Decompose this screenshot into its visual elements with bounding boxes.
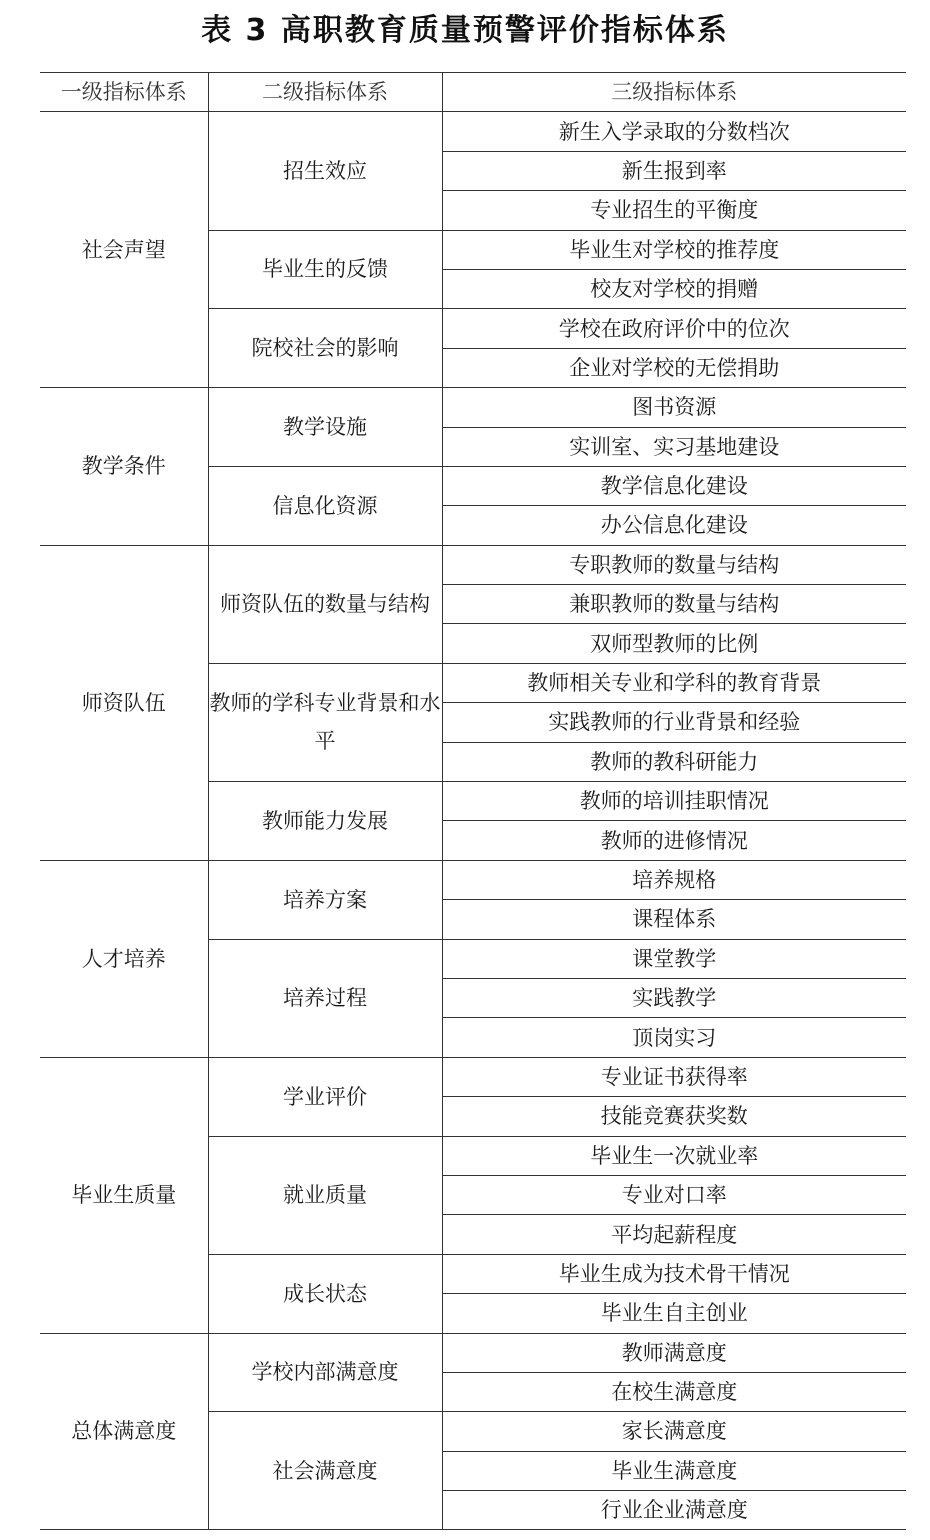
level-2-indicator: 信息化资源 <box>208 466 442 545</box>
table-row <box>40 545 906 584</box>
level-3-indicator: 专业招生的平衡度 <box>442 191 906 230</box>
header-level-1: 一级指标体系 <box>40 73 208 112</box>
table-row <box>40 860 906 899</box>
level-3-indicator: 培养规格 <box>442 860 906 899</box>
level-2-indicator: 学校内部满意度 <box>208 1333 442 1412</box>
level-3-indicator: 企业对学校的无偿捐助 <box>442 348 906 387</box>
level-1-indicator: 社会声望 <box>40 112 208 388</box>
level-3-indicator: 专职教师的数量与结构 <box>442 545 906 584</box>
level-2-indicator: 教师的学科专业背景和水平 <box>208 663 442 781</box>
level-3-indicator: 新生入学录取的分数档次 <box>442 112 906 151</box>
level-3-indicator: 双师型教师的比例 <box>442 624 906 663</box>
level-1-indicator: 人才培养 <box>40 860 208 1057</box>
header-level-2: 二级指标体系 <box>208 73 442 112</box>
table-body <box>40 112 906 1530</box>
level-2-indicator: 教学设施 <box>208 388 442 467</box>
level-3-indicator: 家长满意度 <box>442 1412 906 1451</box>
level-2-indicator: 培养过程 <box>208 939 442 1057</box>
level-3-indicator: 兼职教师的数量与结构 <box>442 585 906 624</box>
level-3-indicator: 毕业生满意度 <box>442 1451 906 1490</box>
table-row <box>40 1057 906 1096</box>
level-3-indicator: 办公信息化建设 <box>442 506 906 545</box>
level-3-indicator: 技能竞赛获奖数 <box>442 1097 906 1136</box>
level-2-indicator: 社会满意度 <box>208 1412 442 1530</box>
level-2-indicator: 教师能力发展 <box>208 782 442 861</box>
level-3-indicator: 毕业生一次就业率 <box>442 1136 906 1175</box>
level-1-indicator: 毕业生质量 <box>40 1057 208 1333</box>
level-3-indicator: 教师的进修情况 <box>442 821 906 860</box>
level-3-indicator: 教师满意度 <box>442 1333 906 1372</box>
level-2-indicator: 成长状态 <box>208 1254 442 1333</box>
level-3-indicator: 顶岗实习 <box>442 1018 906 1057</box>
level-3-indicator: 专业证书获得率 <box>442 1057 906 1096</box>
header-level-3: 三级指标体系 <box>442 73 906 112</box>
level-3-indicator: 在校生满意度 <box>442 1372 906 1411</box>
level-3-indicator: 图书资源 <box>442 388 906 427</box>
level-2-indicator: 院校社会的影响 <box>208 309 442 388</box>
level-3-indicator: 行业企业满意度 <box>442 1491 906 1530</box>
table-title: 表 3 高职教育质量预警评价指标体系 <box>201 13 729 48</box>
header-row <box>40 73 906 112</box>
level-1-indicator: 师资队伍 <box>40 545 208 860</box>
level-2-indicator: 学业评价 <box>208 1057 442 1136</box>
table-row <box>40 1333 906 1372</box>
level-1-indicator: 总体满意度 <box>40 1333 208 1530</box>
level-1-indicator: 教学条件 <box>40 388 208 546</box>
level-3-indicator: 校友对学校的捐赠 <box>442 269 906 308</box>
level-3-indicator: 新生报到率 <box>442 151 906 190</box>
level-3-indicator: 教师的培训挂职情况 <box>442 782 906 821</box>
level-3-indicator: 教学信息化建设 <box>442 466 906 505</box>
table-row <box>40 388 906 427</box>
level-2-indicator: 毕业生的反馈 <box>208 230 442 309</box>
level-3-indicator: 毕业生自主创业 <box>442 1294 906 1333</box>
level-2-indicator: 师资队伍的数量与结构 <box>208 545 442 663</box>
level-3-indicator: 教师的教科研能力 <box>442 742 906 781</box>
level-3-indicator: 实践教师的行业背景和经验 <box>442 703 906 742</box>
level-3-indicator: 实践教学 <box>442 978 906 1017</box>
level-3-indicator: 课程体系 <box>442 900 906 939</box>
level-3-indicator: 学校在政府评价中的位次 <box>442 309 906 348</box>
indicator-table <box>40 72 906 1530</box>
level-2-indicator: 培养方案 <box>208 860 442 939</box>
level-3-indicator: 实训室、实习基地建设 <box>442 427 906 466</box>
level-2-indicator: 招生效应 <box>208 112 442 230</box>
level-3-indicator: 平均起薪程度 <box>442 1215 906 1254</box>
level-3-indicator: 毕业生成为技术骨干情况 <box>442 1254 906 1293</box>
table-row <box>40 112 906 151</box>
level-3-indicator: 毕业生对学校的推荐度 <box>442 230 906 269</box>
level-3-indicator: 课堂教学 <box>442 939 906 978</box>
level-3-indicator: 专业对口率 <box>442 1175 906 1214</box>
level-3-indicator: 教师相关专业和学科的教育背景 <box>442 663 906 702</box>
level-2-indicator: 就业质量 <box>208 1136 442 1254</box>
